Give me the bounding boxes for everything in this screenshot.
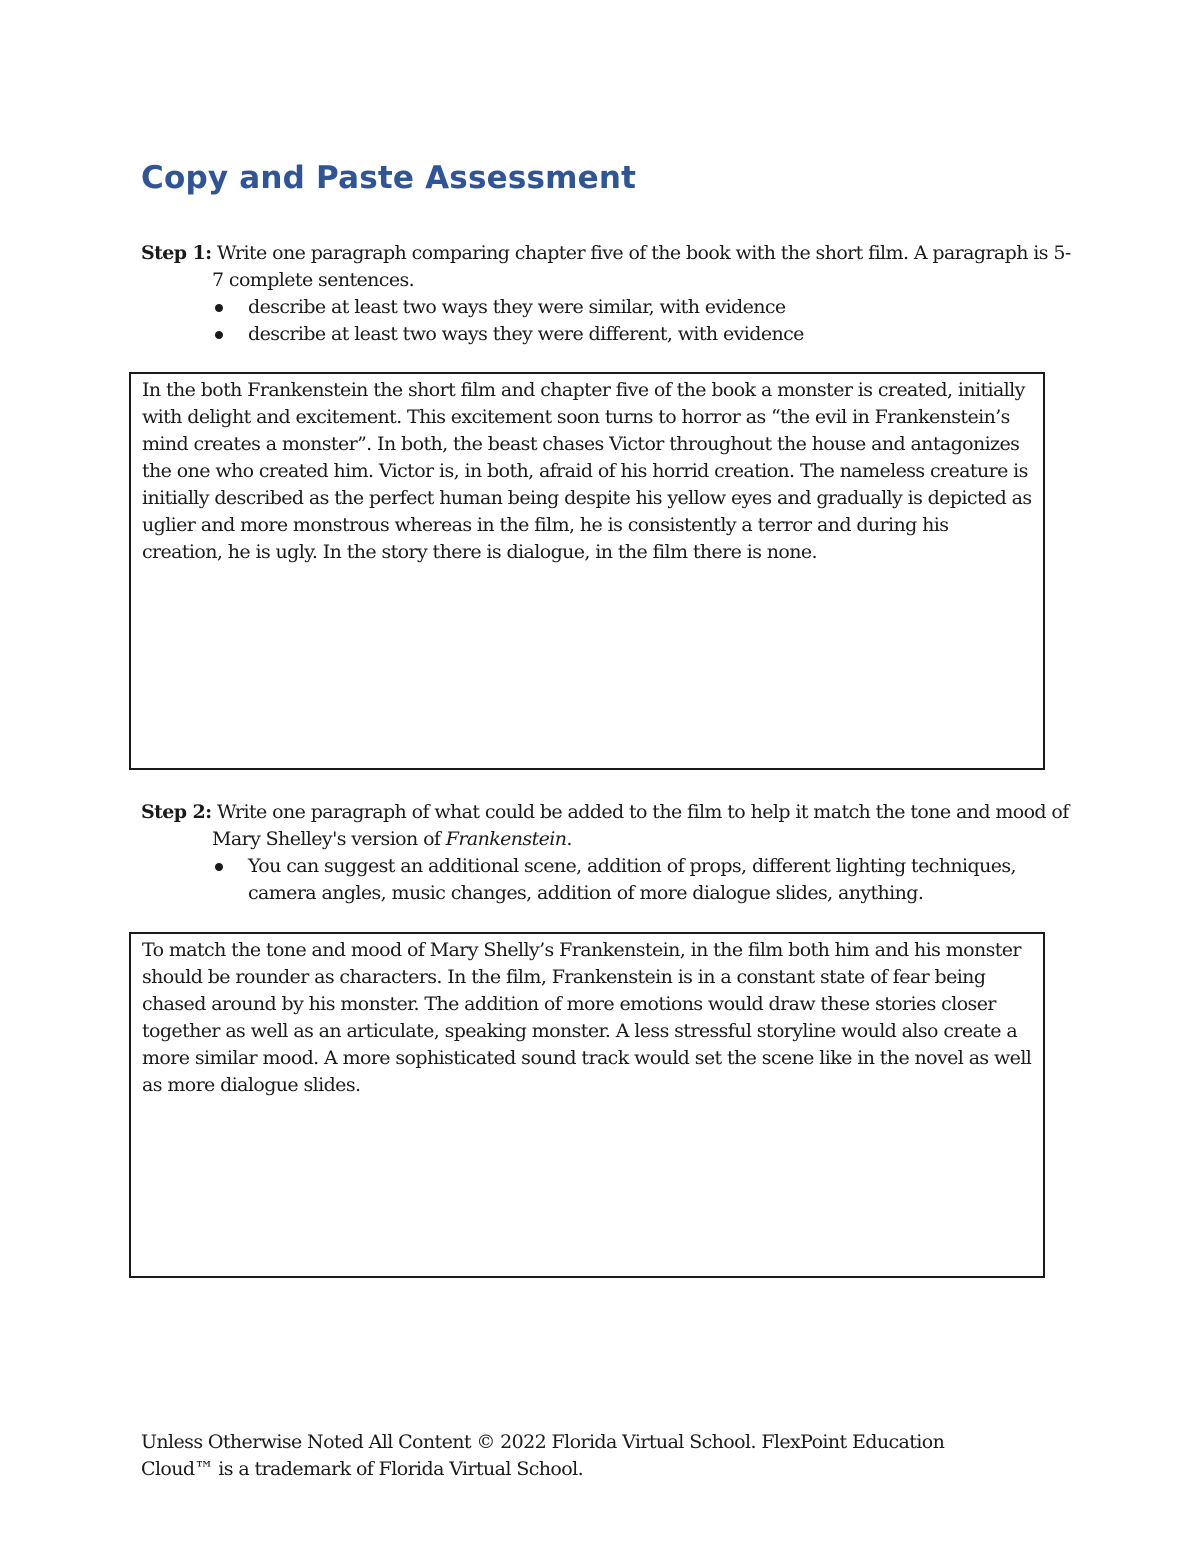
step-2-book-title: Frankenstein xyxy=(445,828,567,850)
list-item xyxy=(248,853,1071,907)
step-1-bullet-text: describe at least two ways they were different, with evidence xyxy=(248,323,804,345)
step-1-answer-text: In the both Frankenstein the short film and chapter five of the book a monster is created, initially with delight and excitement. This excitement soon turns to horror as “the evil in Frankenstein’s mind creates a monster”. In both, the beast chases Victor throughout the house and antagonizes the one who created him. Victor is, in both, afraid of his horrid creation. The nameless creature is initially described as the perfect human being despite his yellow eyes and gradually is depicted as uglier and more monstrous whereas in the film, he is consistently a terror and during his creation, he is ugly. In the story there is dialogue, in the film there is none. xyxy=(142,379,1032,563)
footer-copyright: Unless Otherwise Noted All Content © 2022 Florida Virtual School. FlexPoint Education Cloud™ is a trademark of Florida Virtual School. xyxy=(141,1431,945,1480)
step-1-instruction: Write one paragraph comparing chapter five of the book with the short film. A paragraph is 5-7 complete sentences. xyxy=(212,242,1071,291)
step-2-label: Step 2: xyxy=(141,801,212,823)
step-2-answer-box[interactable] xyxy=(129,932,1045,1278)
bullet-icon xyxy=(215,304,223,312)
step-2-instructions xyxy=(141,799,1071,907)
step-1-answer-box[interactable] xyxy=(129,372,1045,770)
step-2-instruction-end: . xyxy=(566,828,572,850)
bullet-icon xyxy=(215,863,223,871)
step-2-heading xyxy=(141,799,1071,853)
step-1-instructions xyxy=(141,240,1071,348)
step-1-label: Step 1: xyxy=(141,242,212,264)
step-2-answer-text: To match the tone and mood of Mary Shelly’s Frankenstein, in the film both him and his monster should be rounder as characters. In the film, Frankenstein is in a constant state of fear being chased around by his monster. The addition of more emotions would draw these stories closer together as well as an articulate, speaking monster. A less stressful storyline would also create a more similar mood. A more sophisticated sound track would set the scene like in the novel as well as more dialogue slides. xyxy=(142,939,1032,1096)
list-item xyxy=(248,294,1071,321)
bullet-icon xyxy=(215,331,223,339)
page-title: Copy and Paste Assessment xyxy=(141,160,637,196)
step-2-bullet-list xyxy=(141,853,1071,907)
step-2-instruction: Write one paragraph of what could be added to the film to help it match the tone and mood of Mary Shelley's version of xyxy=(212,801,1069,850)
step-1-bullet-text: describe at least two ways they were similar, with evidence xyxy=(248,296,786,318)
step-1-heading xyxy=(141,240,1071,294)
list-item xyxy=(248,321,1071,348)
step-1-bullet-list xyxy=(141,294,1071,348)
step-2-bullet-text: You can suggest an additional scene, addition of props, different lighting techniques, camera angles, music changes, addition of more dialogue slides, anything. xyxy=(248,855,1016,904)
